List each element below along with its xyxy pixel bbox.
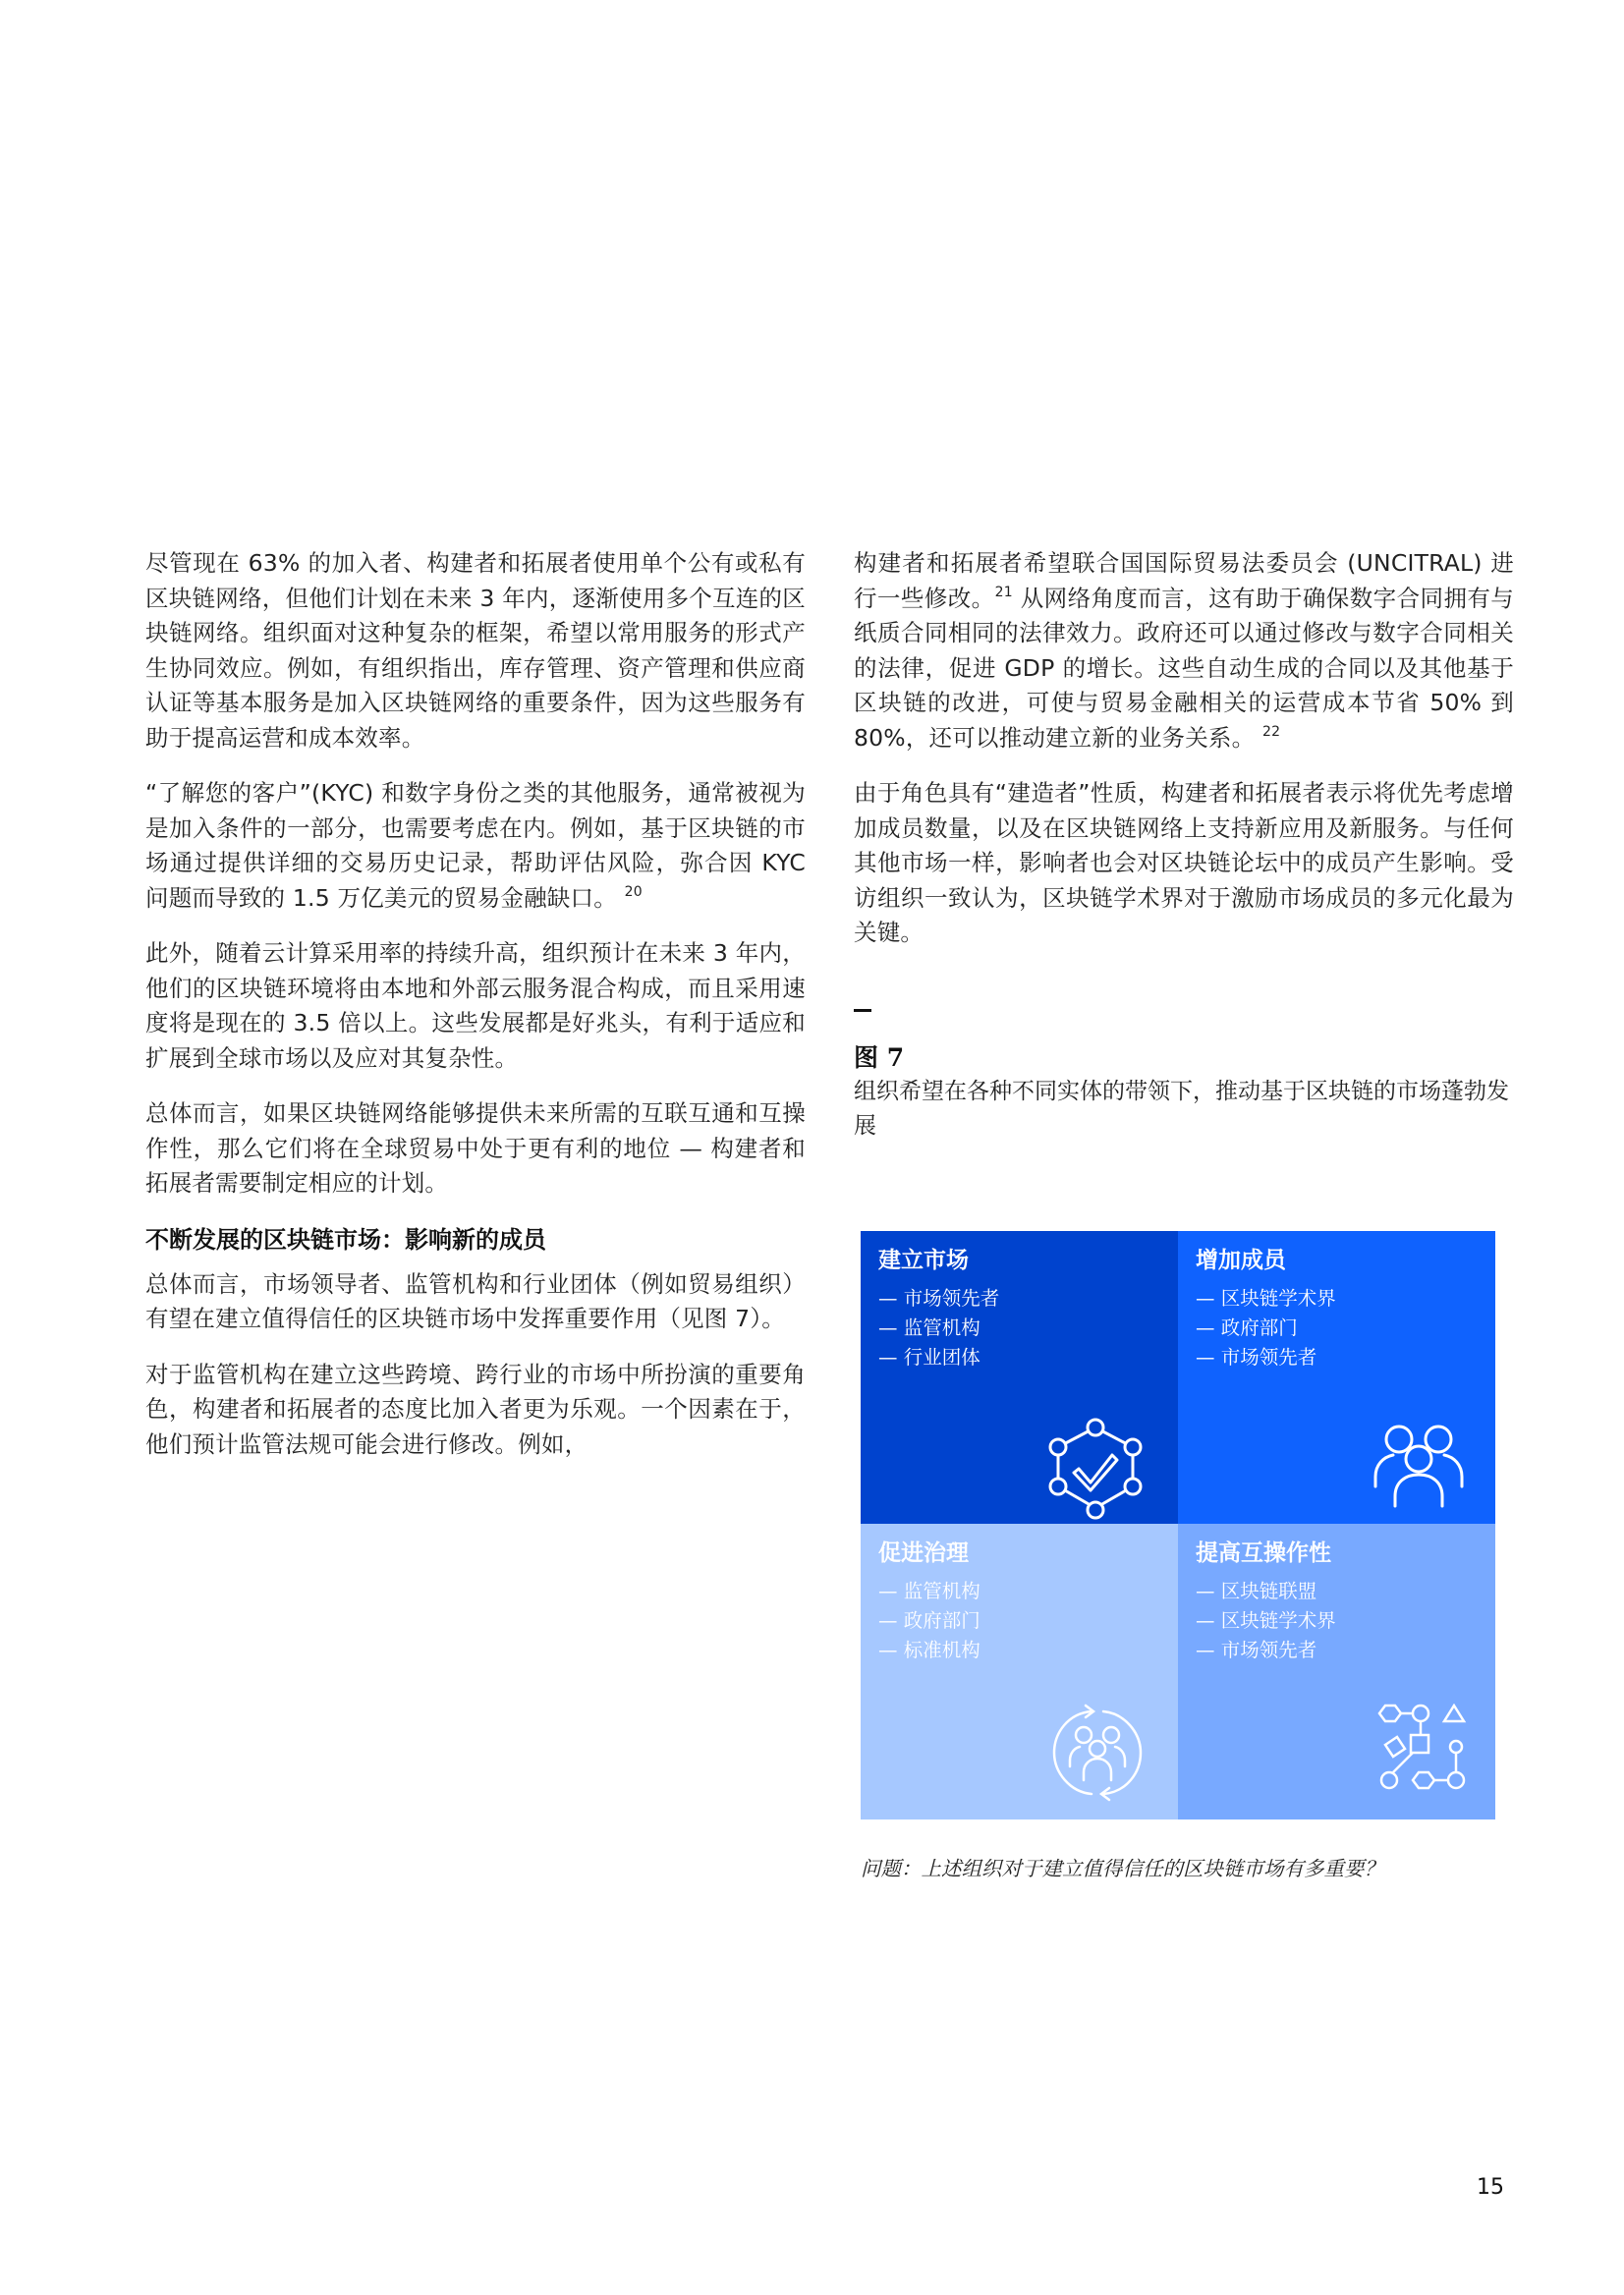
cell-title: 促进治理 [878, 1539, 969, 1566]
left-column [145, 546, 806, 1483]
cell-item: — 监管机构 [878, 1316, 980, 1339]
section-heading: 不断发展的区块链市场：影响新的成员 [145, 1224, 546, 1254]
cell-title: 增加成员 [1196, 1247, 1286, 1273]
figure-cell-promote-governance [861, 1524, 1178, 1819]
figure-dash-divider [854, 1009, 871, 1012]
figure-cell-improve-interoperability [1178, 1524, 1495, 1819]
paragraph: 对于监管机构在建立这些跨境、跨行业的市场中所扮演的重要角色，构建者和拓展者的态度比加入者更为乐观。一个因素在于，他们预计监管法规可能会进行修改。例如， [145, 1360, 806, 1458]
connected-shapes-icon [1375, 1704, 1470, 1802]
paragraph: 尽管现在 63% 的加入者、构建者和拓展者使用单个公有或私有区块链网络，但他们计划在未来 3 年内，逐渐使用多个互连的区块链网络。组织面对这种复杂的框架，希望以常用服务的形式产生协同效应。例如，有组织指出，库存管理、资产管理和供应商认证等基本服务是加入区块链网络的重要条件，因为这些服务有助于提高运营和成本效率。 [145, 549, 806, 752]
figure-title: 图 7 [854, 1042, 905, 1072]
figure-caption: 问题：上述组织对于建立值得信任的区块链市场有多重要？ [861, 1857, 1384, 1880]
cell-item: — 区块链学术界 [1196, 1609, 1336, 1632]
cell-item: — 政府部门 [878, 1609, 980, 1632]
cell-item: — 区块链学术界 [1196, 1287, 1336, 1310]
figure-7-grid [861, 1231, 1495, 1819]
people-group-icon [1372, 1422, 1466, 1514]
paragraph: 由于角色具有“建造者”性质，构建者和拓展者表示将优先考虑增加成员数量，以及在区块链网络上支持新应用及新服务。与任何其他市场一样，影响者也会对区块链论坛中的成员产生影响。受访组织一致认为，区块链学术界对于激励市场成员的多元化最为关键。 [854, 779, 1514, 946]
cell-item: — 标准机构 [878, 1639, 980, 1661]
figure-subtitle: 组织希望在各种不同实体的带领下，推动基于区块链的市场蓬勃发展 [854, 1078, 1509, 1139]
cell-item: — 市场领先者 [1196, 1639, 1317, 1661]
right-column [854, 546, 1514, 1185]
footnote-ref: 22 [1262, 723, 1281, 740]
hexagon-network-check-icon [1046, 1416, 1145, 1528]
paragraph: 构建者和拓展者希望联合国国际贸易法委员会 (UNCITRAL) 进行一些修改。$^{21}$ 从网络角度而言，这有助于确保数字合同拥有与纸质合同相同的法律效力。政府还可以通过修改与数字合同相关的法律，促进 GDP 的增长。这些自动生成的合同以及其他基于区块链的改进，可使与贸易金融相关的运营成本节省 50% 到 80%，还可以推动建立新的业务关系。 $^{22}$ [854, 549, 1515, 752]
cell-item: — 政府部门 [1196, 1316, 1298, 1339]
cell-title: 提高互操作性 [1196, 1539, 1331, 1566]
cell-item: — 行业团体 [878, 1346, 980, 1369]
cell-item: — 区块链联盟 [1196, 1580, 1317, 1602]
paragraph: 总体而言，如果区块链网络能够提供未来所需的互联互通和互操作性，那么它们将在全球贸易中处于更有利的地位 — 构建者和拓展者需要制定相应的计划。 [145, 1099, 806, 1197]
figure-cell-build-market [861, 1231, 1178, 1524]
paragraph: “了解您的客户”(KYC) 和数字身份之类的其他服务，通常被视为是加入条件的一部分，也需要考虑在内。例如，基于区块链的市场通过提供详细的交易历史记录，帮助评估风险，弥合因 KYC 问题而导致的 1.5 万亿美元的贸易金融缺口。 $^{20}$ [145, 779, 806, 912]
people-cycle-icon [1050, 1704, 1145, 1806]
page-number: 15 [1477, 2175, 1504, 2200]
cell-title: 建立市场 [878, 1247, 969, 1273]
paragraph: 此外，随着云计算采用率的持续升高，组织预计在未来 3 年内，他们的区块链环境将由本地和外部云服务混合构成，而且采用速度将是现在的 3.5 倍以上。这些发展都是好兆头，有利于适应和扩展到全球市场以及应对其复杂性。 [145, 939, 806, 1072]
cell-item: — 市场领先者 [878, 1287, 1000, 1310]
paragraph: 总体而言，市场领导者、监管机构和行业团体（例如贸易组织）有望在建立值得信任的区块链市场中发挥重要作用（见图 7）。 [145, 1269, 806, 1332]
footnote-ref: 20 [624, 883, 643, 900]
footnote-ref: 21 [994, 584, 1013, 600]
figure-cell-add-members [1178, 1231, 1495, 1524]
cell-item: — 市场领先者 [1196, 1346, 1317, 1369]
cell-item: — 监管机构 [878, 1580, 980, 1602]
